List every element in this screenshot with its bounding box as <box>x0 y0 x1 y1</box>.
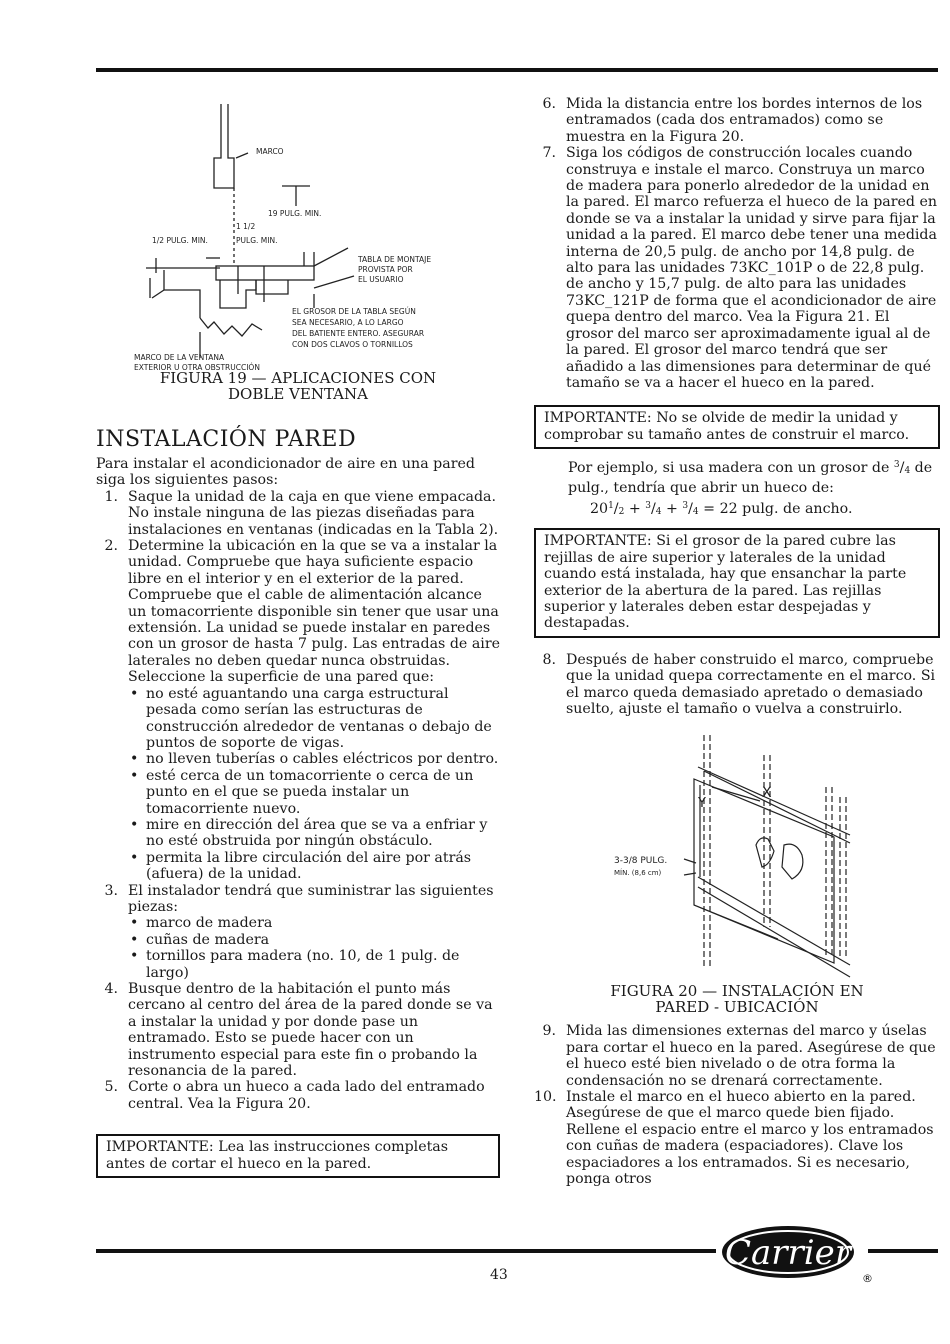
bullet-text: no lleven tuberías o cables eléctricos por dentro. <box>146 751 499 768</box>
fig19-label-1-5b: PULG. MIN. <box>236 236 278 245</box>
step-8 <box>534 652 940 718</box>
step-2-bullets <box>128 686 500 883</box>
step-number: 10. <box>534 1089 557 1106</box>
bullet-item <box>128 932 500 948</box>
bullet-icon: • <box>130 751 139 768</box>
bullet-text: cuñas de madera <box>146 931 270 948</box>
figure-20 <box>534 727 940 1015</box>
bullet-icon: • <box>130 767 139 784</box>
step-3 <box>96 883 500 981</box>
step-9 <box>534 1023 940 1089</box>
bullet-icon: • <box>130 685 139 702</box>
important-text: IMPORTANTE: Lea las instrucciones completas antes de cortar el hueco en la pared. <box>106 1139 449 1172</box>
fig19-label-ventana1: MARCO DE LA VENTANA <box>134 353 225 362</box>
bullet-text: permita la libre circulación del aire por atrás (afuera) de la unidad. <box>146 849 472 883</box>
fig20-label-min1: 3-3/8 PULG. <box>614 856 668 867</box>
steps-list-right-a <box>534 96 940 391</box>
figure-19-diagram <box>96 98 500 370</box>
fig19-label-grosor4: CON DOS CLAVOS O TORNILLOS <box>292 340 413 349</box>
figure-19 <box>96 98 500 402</box>
registered-mark: ® <box>862 1272 873 1285</box>
step-text: Saque la unidad de la caja en que viene empacada. No instale ninguna de las piezas diseñadas para instalaciones en ventanas (indicadas en la Tabla 2). <box>128 488 499 538</box>
bullet-icon: • <box>130 915 139 932</box>
important-text: IMPORTANTE: No se olvide de medir la unidad y comprobar su tamaño antes de construir el marco. <box>544 410 910 443</box>
figure-20-caption <box>534 983 940 1015</box>
step-7 <box>534 145 940 391</box>
step-5 <box>96 1079 500 1112</box>
step-text: Busque dentro de la habitación el punto más cercano al centro del área de la pared donde se va a instalar la unidad y por donde pase un entramado. Esto se puede hacer con un instrumento especial para este fin o probando la resonancia de la pared. <box>128 981 493 1080</box>
formula-plus-1: + <box>624 500 646 517</box>
step-text: Siga los códigos de construcción locales cuando construya e instale el marco. Construya un marco de madera para ponerlo alrededor de la unidad en la pared. El marco refuerza el hueco de la pared en donde se va a instalar la unidad y sirve para fijar la unidad a la pared. El marco debe tener una medida interna de 20,5 pulg. de ancho por 14,8 pulg. de alto para las unidades 73KC_101P o de 22,8 pulg. de ancho y 15,7 pulg. de alto para las unidades 73KC_121P de forma que el acondicionador de aire quepa dentro del marco. Vea la Figura 21. El grosor del marco ser aproximadamente igual al de la pared. El grosor del marco tendrá que ser añadido a las dimensiones para determinar de qué tamaño se va a hacer el hueco en la pared. <box>566 145 938 391</box>
figure-19-caption-line1: FIGURA 19 — APLICACIONES CON <box>159 369 437 387</box>
step-text: Después de haber construido el marco, compruebe que la unidad quepa correctamente en el marco. Si el marco queda demasiado apretado o demasiado suelto, ajuste el tamaño o vuelva a construirlo. <box>566 651 936 717</box>
formula-result: = 22 pulg. de ancho. <box>698 500 853 517</box>
figure-19-caption-line2: DOBLE VENTANA <box>228 385 368 403</box>
fig19-label-tabla2: PROVISTA POR <box>358 265 413 274</box>
step-number: 7. <box>542 145 556 162</box>
figure-20-caption-line2: PARED - UBICACIÓN <box>655 998 819 1017</box>
formula-frac2-num: 3 <box>645 500 651 511</box>
example-formula: $20^1/2 + ^3/4 + ^3/4 = 22$ pulg. de ancho. <box>590 500 853 517</box>
fig19-label-marco: MARCO <box>256 147 284 156</box>
bullet-item <box>128 768 500 817</box>
step-3-bullets <box>128 915 500 981</box>
bullet-icon: • <box>130 816 139 833</box>
formula-frac-num: 1 <box>608 500 614 511</box>
formula-frac-den: 2 <box>618 506 625 517</box>
step-10 <box>534 1089 940 1187</box>
step-1 <box>96 489 500 538</box>
formula-plus-2: + <box>661 500 683 517</box>
step-text: Instale el marco en el hueco abierto en la pared. Asegúrese de que el marco quede bien fijado. Rellene el espacio entre el marco y los entramados con cuñas de madera (espaciadores). Clave los espaciadores a los entramados. Si es necesario, ponga otros <box>566 1089 934 1188</box>
fig19-label-19min: 19 PULG. MIN. <box>268 209 322 218</box>
left-column <box>96 98 500 1178</box>
bullet-text: no esté aguantando una carga estructural pesada como serían las estructuras de construcción alrededor de ventanas o debajo de puntos de soporte de vigas. <box>146 685 492 751</box>
formula-whole: 20 <box>590 500 609 517</box>
fraction-numerator: 3 <box>893 460 900 471</box>
carrier-logo-icon <box>720 1224 873 1286</box>
fig19-label-half-min: 1/2 PULG. MIN. <box>152 236 208 245</box>
page-number: 43 <box>490 1267 508 1283</box>
step-6 <box>534 96 940 145</box>
fig20-label-x: X <box>762 785 772 802</box>
formula-frac2-den: 4 <box>655 506 662 517</box>
step-text: Mida las dimensiones externas del marco y úselas para cortar el hueco en la pared. Asegúrese de que el hueco esté bien nivelado o de otra forma la condensación no se drenará correctamente. <box>566 1023 936 1089</box>
example-text-b: de pulg., tendría que abrir un hueco de: <box>568 460 933 496</box>
bullet-text: mire en dirección del área que se va a enfriar y no esté obstruida por ningún obstáculo. <box>146 816 488 850</box>
step-number: 9. <box>542 1023 556 1040</box>
footer-rule-right <box>868 1249 938 1253</box>
top-rule <box>96 68 938 72</box>
step-text: Corte o abra un hueco a cada lado del entramado central. Vea la Figura 20. <box>128 1079 485 1112</box>
fig19-label-ventana2: EXTERIOR U OTRA OBSTRUCCIÓN <box>134 363 260 372</box>
step-number: 2. <box>104 538 118 555</box>
formula-frac3-num: 3 <box>682 500 689 511</box>
fig19-label-tabla1: TABLA DE MONTAJE <box>358 255 432 264</box>
bullet-item <box>128 751 500 767</box>
bullet-text: esté cerca de un tomacorriente o cerca de un punto en el que se pueda instalar un tomacorriente nuevo. <box>146 767 474 817</box>
step-number: 6. <box>542 96 556 112</box>
footer-rule-left <box>96 1249 716 1253</box>
formula-frac3-den: 4 <box>692 506 699 517</box>
right-column <box>534 96 940 1187</box>
brand-name: Carrier <box>724 1233 852 1273</box>
bullet-icon: • <box>130 948 139 965</box>
bullet-icon: • <box>130 849 139 866</box>
bullet-text: tornillos para madera (no. 10, de 1 pulg. de largo) <box>146 948 460 981</box>
step-text: El instalador tendrá que suministrar las siguientes piezas: <box>128 882 494 915</box>
fig20-label-min2: MÍN. (8,6 cm) <box>614 869 662 878</box>
fraction-denominator: 4 <box>904 466 911 477</box>
fig19-label-1-5: 1 1/2 <box>236 222 256 231</box>
fig19-label-tabla3: EL USUARIO <box>358 275 404 284</box>
bullet-icon: • <box>130 931 139 948</box>
step-number: 3. <box>104 882 118 899</box>
example-text-a: Por ejemplo, si usa madera con un grosor de <box>568 460 894 477</box>
bullet-text: marco de madera <box>146 915 273 932</box>
intro-paragraph: Para instalar el acondicionador de aire en una pared siga los siguientes pasos: <box>96 456 475 489</box>
fig19-label-grosor3: DEL BATIENTE ENTERO. ASEGURAR <box>292 329 425 338</box>
steps-list-right-b <box>534 1023 940 1187</box>
bullet-item <box>128 686 500 752</box>
fig20-label-y: Y <box>698 796 706 812</box>
important-box-right-2 <box>534 528 940 637</box>
bullet-item <box>128 915 500 931</box>
step-2 <box>96 538 500 883</box>
steps-list-left <box>96 489 500 1112</box>
step-number: 4. <box>104 981 118 997</box>
figure-20-caption-line1: FIGURA 20 — INSTALACIÓN EN <box>610 982 864 1001</box>
section-title: INSTALACIÓN PARED <box>96 427 357 452</box>
important-box-left <box>96 1134 500 1178</box>
important-text: IMPORTANTE: Si el grosor de la pared cubre las rejillas de aire superior y laterales de la unidad cuando está instalada, hay que ensanchar la parte exterior de la abertura de la pared. Las rejillas superior y laterales deben estar despejadas y destapadas. <box>544 533 907 632</box>
carrier-logo <box>720 1224 873 1290</box>
step-number: 8. <box>542 651 556 668</box>
step-number: 1. <box>104 488 118 505</box>
steps-list-right-8 <box>534 652 940 718</box>
important-box-right-1 <box>534 405 940 449</box>
step-4 <box>96 981 500 1079</box>
step-number: 5. <box>104 1079 118 1096</box>
fig19-label-grosor1: EL GROSOR DE LA TABLA SEGÚN <box>292 307 416 316</box>
step-text: Mida la distancia entre los bordes internos de los entramados (cada dos entramados) como se muestra en la Figura 20. <box>566 96 923 145</box>
figure-20-diagram <box>534 727 940 989</box>
bullet-item <box>128 817 500 850</box>
step-text: Determine la ubicación en la que se va a instalar la unidad. Compruebe que haya suficiente espacio libre en el interior y en el exterior de la pared. Compruebe que el cable de alimentación alcance un tomacorriente disponible sin tener que usar una extensión. La unidad se puede instalar en paredes con un grosor de hasta 7 pulg. Las entradas de aire laterales no deben quedar nunca obstruidas. Seleccione la superficie de una pared que: <box>128 538 501 686</box>
figure-19-caption <box>96 370 500 402</box>
bullet-item <box>128 850 500 883</box>
bullet-item <box>128 948 500 981</box>
example-paragraph: Por ejemplo, si usa madera con un grosor de $^3$/4 de pulg., tendría que abrir un hueco de: <box>568 460 933 496</box>
fig19-label-grosor2: SEA NECESARIO, A LO LARGO <box>292 318 404 327</box>
